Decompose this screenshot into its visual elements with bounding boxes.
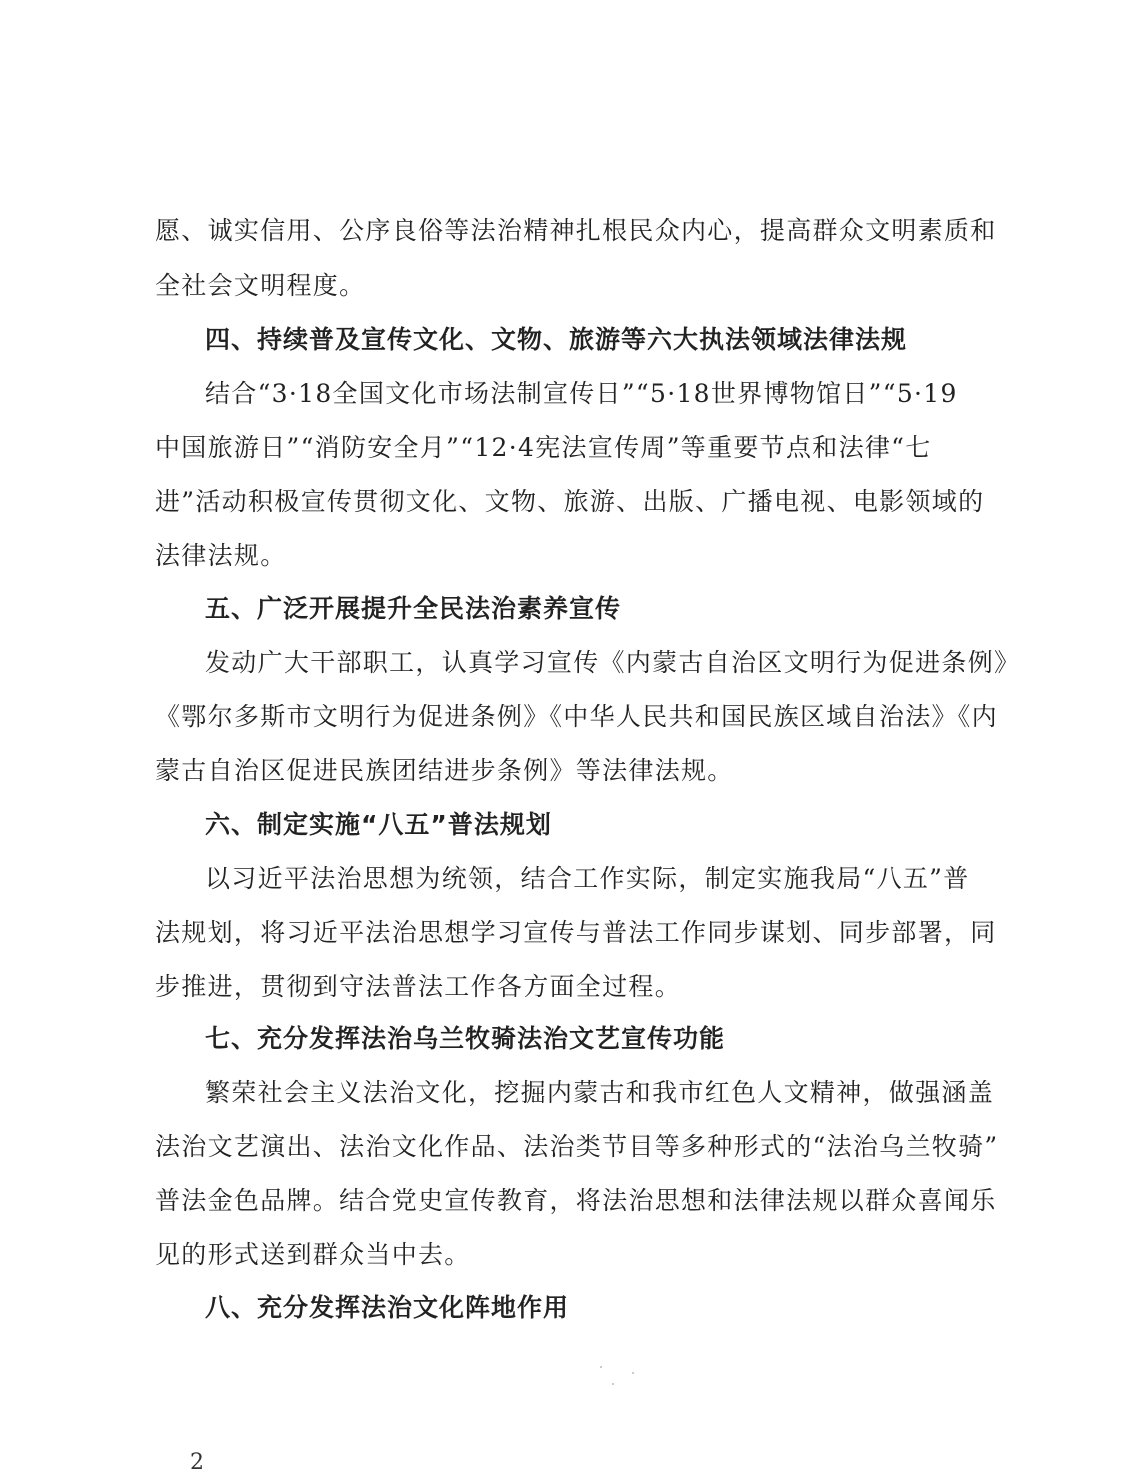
section-7-line-2: 法治文艺演出、法治文化作品、法治类节目等多种形式的“法治乌兰牧骑” — [155, 1132, 999, 1161]
section-5-line-3: 蒙古自治区促进民族团结进步条例》等法律法规。 — [155, 756, 734, 785]
section-5-line-2: 《鄂尔多斯市文明行为促进条例》《中华人民共和国民族区域自治法》《内 — [155, 702, 998, 731]
scan-speck — [632, 1372, 634, 1374]
section-7-line-3: 普法金色品牌。结合党史宣传教育，将法治思想和法律法规以群众喜闻乐 — [155, 1186, 997, 1215]
section-4-line-4: 法律法规。 — [155, 541, 287, 570]
section-heading-4: 四、持续普及宣传文化、文物、旅游等六大执法领域法律法规 — [205, 325, 908, 354]
paragraph-intro-line-1: 愿、诚实信用、公序良俗等法治精神扎根民众内心，提高群众文明素质和 — [155, 216, 997, 245]
section-heading-8: 八、充分发挥法治文化阵地作用 — [205, 1293, 570, 1322]
page-number: 2 — [190, 1450, 204, 1475]
paragraph-intro-line-2: 全社会文明程度。 — [155, 271, 366, 300]
section-heading-5: 五、广泛开展提升全民法治素养宣传 — [205, 594, 622, 623]
section-5-line-1: 发动广大干部职工，认真学习宣传《内蒙古自治区文明行为促进条例》 — [205, 648, 1021, 677]
scan-speck — [600, 1366, 602, 1368]
section-4-line-1: 结合“3·18全国文化市场法制宣传日”“5·18世界博物馆日”“5·19 — [205, 379, 958, 408]
section-7-line-4: 见的形式送到群众当中去。 — [155, 1240, 471, 1269]
section-6-line-1: 以习近平法治思想为统领，结合工作实际，制定实施我局“八五”普 — [205, 864, 970, 893]
section-6-line-3: 步推进，贯彻到守法普法工作各方面全过程。 — [155, 972, 682, 1001]
scan-speck — [612, 1383, 614, 1385]
section-4-line-2: 中国旅游日”“消防安全月”“12·4宪法宣传周”等重要节点和法律“七 — [155, 433, 932, 462]
section-heading-7: 七、充分发挥法治乌兰牧骑法治文艺宣传功能 — [205, 1024, 726, 1053]
section-heading-6: 六、制定实施“八五”普法规划 — [205, 810, 552, 839]
section-4-line-3: 进”活动积极宣传贯彻文化、文物、旅游、出版、广播电视、电影领域的 — [155, 487, 985, 516]
section-7-line-1: 繁荣社会主义法治文化，挖掘内蒙古和我市红色人文精神，做强涵盖 — [205, 1078, 995, 1107]
section-6-line-2: 法规划，将习近平法治思想学习宣传与普法工作同步谋划、同步部署，同 — [155, 918, 997, 947]
